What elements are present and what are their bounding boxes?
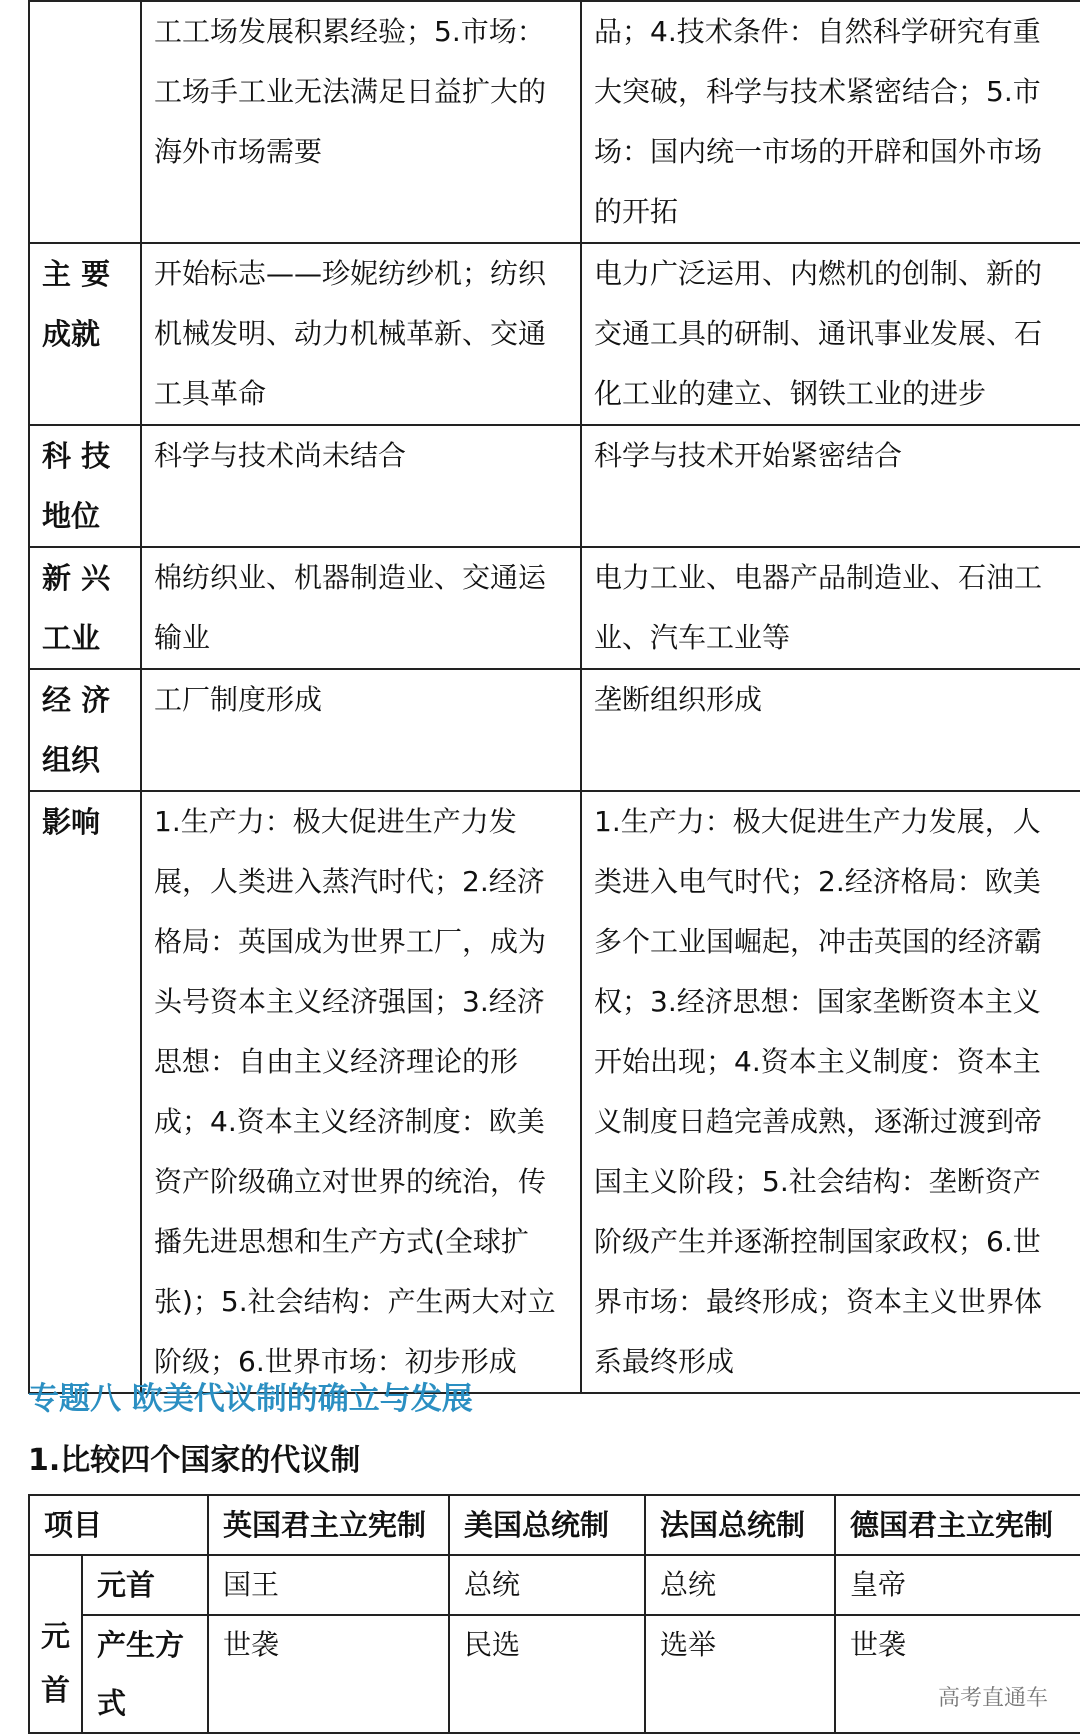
- table-row: [29, 1615, 1080, 1733]
- table-row: [29, 1, 1080, 243]
- header-fr: 法国总统制: [645, 1495, 835, 1555]
- us-cell: 民选: [449, 1615, 645, 1733]
- first-revolution-cell: 科学与技术尚未结合: [141, 425, 581, 547]
- de-cell: 世袭: [835, 1615, 1080, 1733]
- row-category: 新 兴工业: [29, 547, 141, 669]
- row-label: 元首: [82, 1555, 208, 1615]
- group-label-text: 元首: [40, 1619, 70, 1707]
- header-item: 项目: [29, 1495, 208, 1555]
- section-subtitle: 1.比较四个国家的代议制: [28, 1443, 361, 1478]
- section-title: 专题八 欧美代议制的确立与发展: [28, 1381, 473, 1417]
- fr-cell: 总统: [645, 1555, 835, 1615]
- fr-cell: 选举: [645, 1615, 835, 1733]
- table-row: [29, 1555, 1080, 1615]
- first-revolution-cell: 开始标志——珍妮纺纱机；纺织机械发明、动力机械革新、交通工具革命: [141, 243, 581, 425]
- header-de: 德国君主立宪制: [835, 1495, 1080, 1555]
- second-revolution-cell: 电力广泛运用、内燃机的创制、新的交通工具的研制、通讯事业发展、石化工业的建立、钢铁工业的进步: [581, 243, 1080, 425]
- industrial-revolution-comparison-table: [28, 0, 1080, 1394]
- us-cell: 总统: [449, 1555, 645, 1615]
- header-us: 美国总统制: [449, 1495, 645, 1555]
- row-category: 经 济组织: [29, 669, 141, 791]
- first-revolution-cell: 1.生产力：极大促进生产力发展，人类进入蒸汽时代；2.经济格局：英国成为世界工厂，成为头号资本主义经济强国；3.经济思想：自由主义经济理论的形成；4.资本主义经济制度：欧美资产阶级确立对世界的统治，传播先进思想和生产方式(全球扩张)；5.社会结构：产生两大对立阶级；6.世界市场：初步形成: [141, 791, 581, 1393]
- table-row: [29, 791, 1080, 1393]
- table-row: [29, 425, 1080, 547]
- group-label: [29, 1555, 82, 1733]
- second-revolution-cell: 品；4.技术条件：自然科学研究有重大突破，科学与技术紧密结合；5.市场：国内统一市场的开辟和国外市场的开拓: [581, 1, 1080, 243]
- second-revolution-cell: 电力工业、电器产品制造业、石油工业、汽车工业等: [581, 547, 1080, 669]
- uk-cell: 世袭: [208, 1615, 449, 1733]
- table-row: [29, 547, 1080, 669]
- table-row: [29, 243, 1080, 425]
- first-revolution-cell: 工厂制度形成: [141, 669, 581, 791]
- row-category: 主 要成就: [29, 243, 141, 425]
- de-cell: 皇帝: [835, 1555, 1080, 1615]
- row-category: 影响: [29, 791, 141, 1393]
- second-revolution-cell: 科学与技术开始紧密结合: [581, 425, 1080, 547]
- row-category: [29, 1, 141, 243]
- table-header-row: [29, 1495, 1080, 1555]
- representative-system-table: [28, 1494, 1080, 1734]
- first-revolution-cell: 棉纺织业、机器制造业、交通运输业: [141, 547, 581, 669]
- second-revolution-cell: 垄断组织形成: [581, 669, 1080, 791]
- header-uk: 英国君主立宪制: [208, 1495, 449, 1555]
- first-revolution-cell: 工工场发展积累经验；5.市场：工场手工业无法满足日益扩大的海外市场需要: [141, 1, 581, 243]
- second-revolution-cell: 1.生产力：极大促进生产力发展，人类进入电气时代；2.经济格局：欧美多个工业国崛起，冲击英国的经济霸权；3.经济思想：国家垄断资本主义开始出现；4.资本主义制度：资本主义制度日趋完善成熟，逐渐过渡到帝国主义阶段；5.社会结构：垄断资产阶级产生并逐渐控制国家政权；6.世界市场：最终形成；资本主义世界体系最终形成: [581, 791, 1080, 1393]
- row-label: 产生方式: [82, 1615, 208, 1733]
- uk-cell: 国王: [208, 1555, 449, 1615]
- table-row: [29, 669, 1080, 791]
- watermark: 高考直通车: [937, 1686, 1048, 1711]
- row-category: 科 技地位: [29, 425, 141, 547]
